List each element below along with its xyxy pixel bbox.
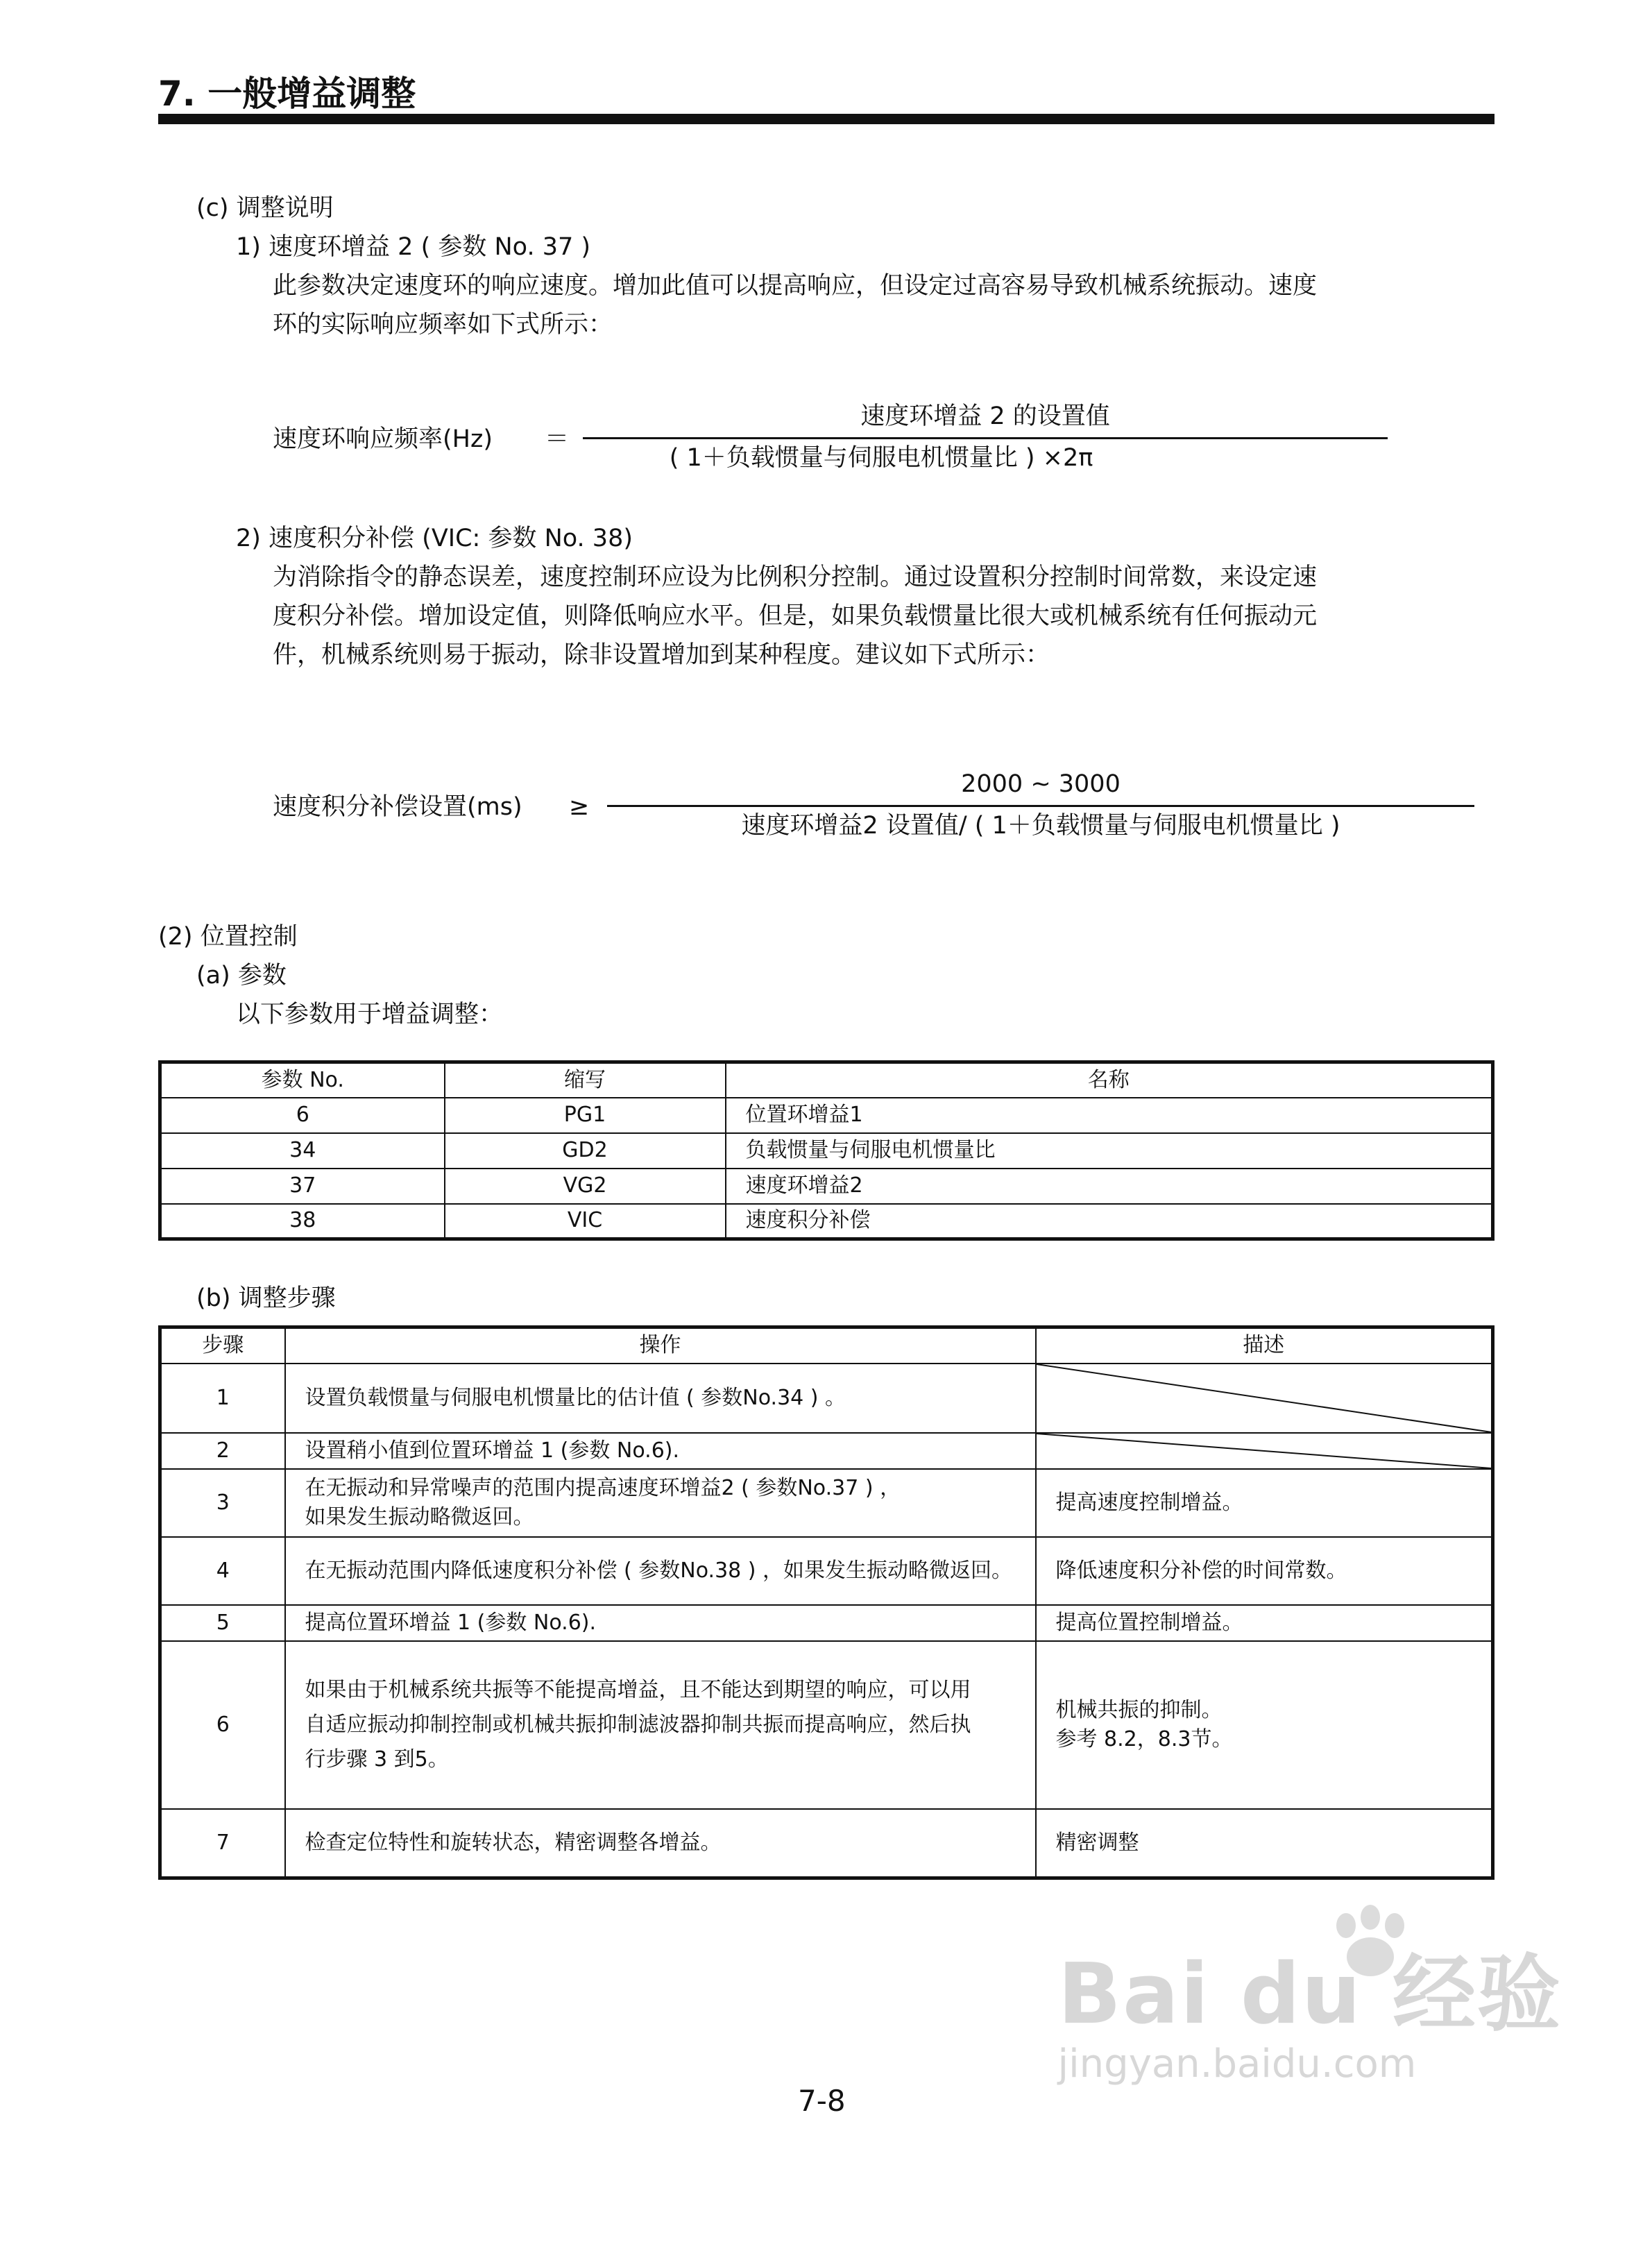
table-row [160,1204,1493,1239]
description-cell: 降低速度积分补偿的时间常数。 [1036,1537,1493,1605]
step-number-cell: 2 [160,1433,285,1469]
column-header: 名称 [726,1062,1493,1098]
chapter-title: 7. 一般增益调整 [158,74,416,114]
formula-2-lhs: 速度积分补偿设置(ms) [273,793,522,821]
step-number-cell: 7 [160,1809,285,1878]
step-number-cell: 6 [160,1641,285,1809]
table-row [160,1605,1493,1641]
formula-2-denominator: 速度环增益2 设置值/ ( 1＋负载惯量与伺服电机惯量比 ) [741,812,1340,840]
param-no-cell: 6 [160,1098,445,1133]
sub-a-intro: 以下参数用于增益调整： [236,1001,504,1028]
column-header: 描述 [1036,1327,1493,1364]
operation-cell: 在无振动范围内降低速度积分补偿 ( 参数No.38 ) ，如果发生振动略微返回。 [285,1537,1036,1605]
formula-1-denominator: ( 1＋负载惯量与伺服电机惯量比 ) ×2π [669,444,1093,472]
table-row [160,1169,1493,1204]
operation-cell: 设置负载惯量与伺服电机惯量比的估计值 ( 参数No.34 ) 。 [285,1364,1036,1433]
baidu-watermark [1057,1946,1562,2089]
operation-cell: 提高位置环增益 1 (参数 No.6). [285,1605,1036,1641]
table-row [160,1537,1493,1605]
table-row [160,1098,1493,1133]
title-rule [158,114,1495,124]
param-abbr-cell: VIC [445,1204,726,1239]
item2-paragraph-line: 度积分补偿。增加设定值，则降低响应水平。但是，如果负载惯量比很大或机械系统有任何振动元 [273,602,1318,630]
item2-paragraph-line: 为消除指令的静态误差，速度控制环应设为比例积分控制。通过设置积分控制时间常数，来设定速 [273,563,1318,591]
description-cell: 精密调整 [1036,1809,1493,1878]
column-header: 参数 No. [160,1062,445,1098]
description-cell-empty [1036,1364,1493,1433]
param-name-cell: 速度环增益2 [726,1169,1493,1204]
item2-paragraph-line: 件，机械系统则易于振动，除非设置增加到某种程度。建议如下式所示： [273,641,1050,669]
table-header-row [160,1062,1493,1098]
column-header: 步骤 [160,1327,285,1364]
param-no-cell: 34 [160,1133,445,1169]
table-header-row [160,1327,1493,1364]
param-name-cell: 速度积分补偿 [726,1204,1493,1239]
column-header: 缩写 [445,1062,726,1098]
diagonal-slash [1037,1364,1492,1432]
formula-1-numerator: 速度环增益 2 的设置值 [860,402,1110,430]
step-number-cell: 5 [160,1605,285,1641]
item2-heading: 2) 速度积分补偿 (VIC: 参数 No. 38) [236,525,633,552]
sub-b-heading: (b) 调整步骤 [196,1284,336,1312]
formula-2-numerator: 2000 ~ 3000 [961,770,1121,798]
table-row [160,1469,1493,1537]
table-row [160,1133,1493,1169]
description-cell: 机械共振的抑制。 参考 8.2，8.3节。 [1036,1641,1493,1809]
description-cell-empty [1036,1433,1493,1469]
item1-paragraph-line: 此参数决定速度环的响应速度。增加此值可以提高响应，但设定过高容易导致机械系统振动。速度 [273,272,1318,300]
param-name-cell: 负载惯量与伺服电机惯量比 [726,1133,1493,1169]
param-name-cell: 位置环增益1 [726,1098,1493,1133]
step-number-cell: 4 [160,1537,285,1605]
page-number: 7-8 [798,2084,846,2118]
table-row [160,1364,1493,1433]
parameters-table [158,1060,1495,1241]
table-row [160,1641,1493,1809]
column-header: 操作 [285,1327,1036,1364]
description-cell: 提高速度控制增益。 [1036,1469,1493,1537]
operation-cell: 检查定位特性和旋转状态，精密调整各增益。 [285,1809,1036,1878]
param-abbr-cell: GD2 [445,1133,726,1169]
diagonal-slash [1037,1434,1492,1468]
param-no-cell: 37 [160,1169,445,1204]
adjustment-steps-table [158,1325,1495,1880]
section-2-heading: (2) 位置控制 [158,923,298,951]
watermark-url: jingyan.baidu.com [1057,2041,1417,2087]
section-c-heading: (c) 调整说明 [196,194,334,222]
description-cell: 提高位置控制增益。 [1036,1605,1493,1641]
param-no-cell: 38 [160,1204,445,1239]
formula-2-operator: ≥ [569,793,590,821]
param-abbr-cell: PG1 [445,1098,726,1133]
sub-a-heading: (a) 参数 [196,962,287,990]
param-abbr-cell: VG2 [445,1169,726,1204]
table-row [160,1809,1493,1878]
step-number-cell: 1 [160,1364,285,1433]
operation-cell: 在无振动和异常噪声的范围内提高速度环增益2 ( 参数No.37 ) ， 如果发生振动略微返回。 [285,1469,1036,1537]
item1-heading: 1) 速度环增益 2 ( 参数 No. 37 ) [236,233,591,261]
watermark-logo-text: Bai du 经验 [1057,1946,1562,2043]
operation-cell: 设置稍小值到位置环增益 1 (参数 No.6). [285,1433,1036,1469]
formula-1-lhs: 速度环响应频率(Hz) [273,425,493,453]
formula-1-operator: ＝ [545,425,570,453]
table-row [160,1433,1493,1469]
item1-paragraph-line: 环的实际响应频率如下式所示： [273,311,613,339]
operation-cell: 如果由于机械系统共振等不能提高增益，且不能达到期望的响应，可以用 自适应振动抑制控制或机械共振抑制滤波器抑制共振而提高响应，然后执 行步骤 3 到5。 [285,1641,1036,1809]
step-number-cell: 3 [160,1469,285,1537]
